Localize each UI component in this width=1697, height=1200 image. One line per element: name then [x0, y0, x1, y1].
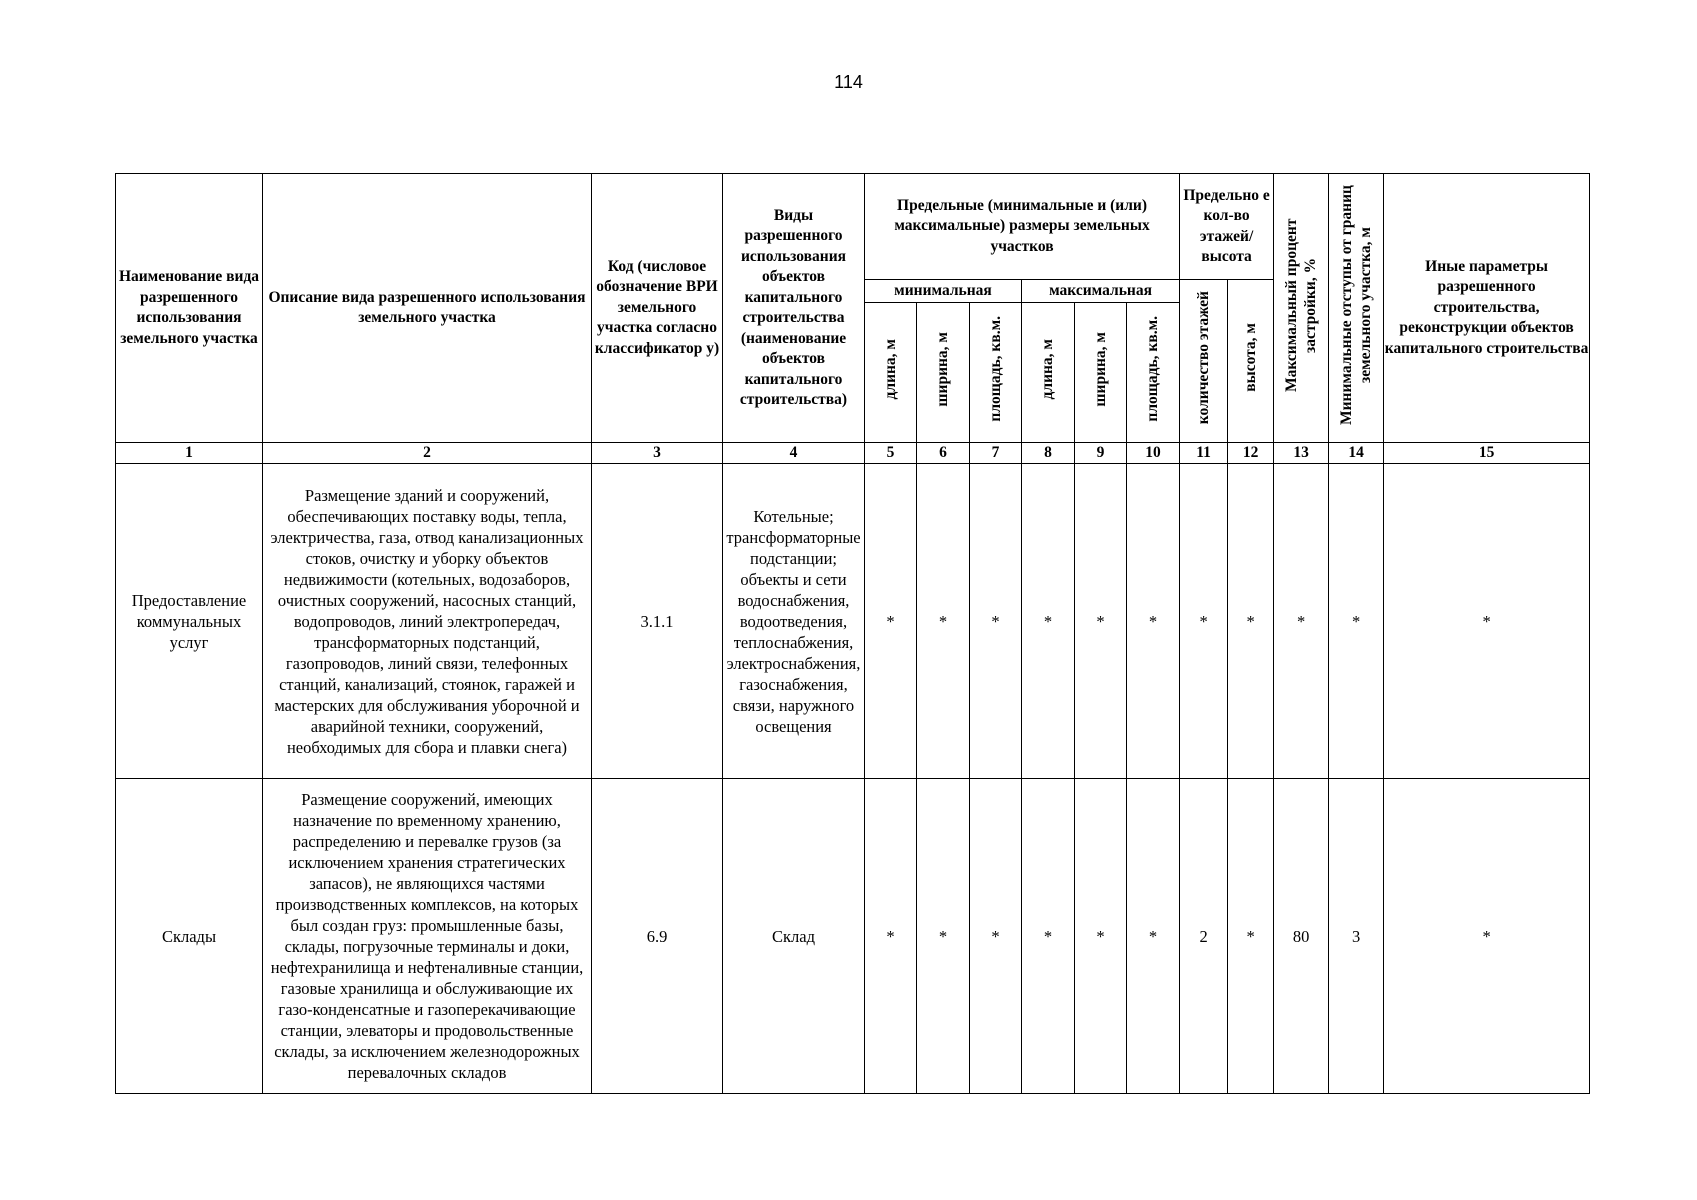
vri-description: Размещение сооружений, имеющих назначение по временному хранению, распределению и перевалке грузов (за исключением хранения стратегических запасов), не являющихся частями производственных комплексов, на которых был создан груз: промышленные базы, склады, погрузочные терминалы и доки, нефтехранилища и нефтеналивные станции, газовые хранилища и обслуживающие их газо-конденсатные и газоперекачивающие станции, элеваторы и продовольственные склады, за исключением железнодорожных перевалочных складов	[263, 779, 592, 1094]
zoning-table	[115, 173, 1590, 1094]
column-number: 15	[1384, 443, 1590, 464]
max-length-value: *	[1022, 464, 1075, 779]
min-width-value: *	[917, 779, 970, 1094]
oks-types: Склад	[723, 779, 865, 1094]
header-other-parameters: Иные параметры разрешенного строительства, реконструкции объектов капитального строительства	[1384, 174, 1590, 443]
column-number: 13	[1274, 443, 1329, 464]
header-max-length: длина, м	[1022, 303, 1075, 443]
header-min-width: ширина, м	[917, 303, 970, 443]
column-number: 3	[592, 443, 723, 464]
vri-name: Склады	[116, 779, 263, 1094]
other-parameters-value: *	[1384, 464, 1590, 779]
min-width-value: *	[917, 464, 970, 779]
floor-count-value: *	[1180, 464, 1228, 779]
header-min-setback: Минимальные отступы от границ земельного участка, м	[1329, 174, 1384, 443]
header-min-length: длина, м	[865, 303, 917, 443]
header-vri-code: Код (числовое обозначение ВРИ земельного участка согласно классификатор у)	[592, 174, 723, 443]
min-length-value: *	[865, 464, 917, 779]
table-row	[116, 779, 1590, 1094]
column-number: 7	[970, 443, 1022, 464]
vri-description: Размещение зданий и сооружений, обеспечивающих поставку воды, тепла, электричества, газа, отвод канализационных стоков, очистку и уборку объектов недвижимости (котельных, водозаборов, очистных сооружений, насосных станций, водопроводов, линий электропередач, трансформаторных подстанций, газопроводов, линий связи, телефонных станций, канализаций, стоянок, гаражей и мастерских для обслуживания уборочной и аварийной техники, сооружений, необходимых для сбора и плавки снега)	[263, 464, 592, 779]
header-min-area: площадь, кв.м.	[970, 303, 1022, 443]
max-area-value: *	[1127, 464, 1180, 779]
min-length-value: *	[865, 779, 917, 1094]
header-max-area: площадь, кв.м.	[1127, 303, 1180, 443]
column-number: 6	[917, 443, 970, 464]
min-area-value: *	[970, 779, 1022, 1094]
page-number: 114	[834, 72, 863, 92]
vri-code: 3.1.1	[592, 464, 723, 779]
max-width-value: *	[1075, 779, 1127, 1094]
header-land-size-limits: Предельные (минимальные и (или) максимальные) размеры земельных участков	[865, 174, 1180, 280]
max-building-percent-value: *	[1274, 464, 1329, 779]
header-vri-name: Наименование вида разрешенного использования земельного участка	[116, 174, 263, 443]
floor-count-value: 2	[1180, 779, 1228, 1094]
min-setback-value: 3	[1329, 779, 1384, 1094]
column-number: 8	[1022, 443, 1075, 464]
max-area-value: *	[1127, 779, 1180, 1094]
header-floors-height-limits: Предельно е кол-во этажей/ высота	[1180, 174, 1274, 280]
vri-name: Предоставление коммунальных услуг	[116, 464, 263, 779]
min-area-value: *	[970, 464, 1022, 779]
column-number: 12	[1228, 443, 1274, 464]
height-value: *	[1228, 779, 1274, 1094]
column-number: 2	[263, 443, 592, 464]
oks-types: Котельные; трансформаторные подстанции; объекты и сети водоснабжения, водоотведения, теплоснабжения, электроснабжения, газоснабжения, связи, наружного освещения	[723, 464, 865, 779]
column-number: 14	[1329, 443, 1384, 464]
column-number: 5	[865, 443, 917, 464]
max-length-value: *	[1022, 779, 1075, 1094]
header-floor-count: количество этажей	[1180, 280, 1228, 443]
max-building-percent-value: 80	[1274, 779, 1329, 1094]
table-row	[116, 464, 1590, 779]
column-number-row	[116, 443, 1590, 464]
column-number: 1	[116, 443, 263, 464]
min-setback-value: *	[1329, 464, 1384, 779]
max-width-value: *	[1075, 464, 1127, 779]
header-min-group: минимальная	[865, 280, 1022, 303]
column-number: 11	[1180, 443, 1228, 464]
column-number: 9	[1075, 443, 1127, 464]
header-vri-description: Описание вида разрешенного использования земельного участка	[263, 174, 592, 443]
other-parameters-value: *	[1384, 779, 1590, 1094]
header-max-building-percent: Максимальный процент застройки, %	[1274, 174, 1329, 443]
header-oks-types: Виды разрешенного использования объектов капитального строительства (наименование объектов капитального строительства)	[723, 174, 865, 443]
column-number: 10	[1127, 443, 1180, 464]
vri-code: 6.9	[592, 779, 723, 1094]
height-value: *	[1228, 464, 1274, 779]
header-max-group: максимальная	[1022, 280, 1180, 303]
column-number: 4	[723, 443, 865, 464]
header-height: высота, м	[1228, 280, 1274, 443]
header-max-width: ширина, м	[1075, 303, 1127, 443]
